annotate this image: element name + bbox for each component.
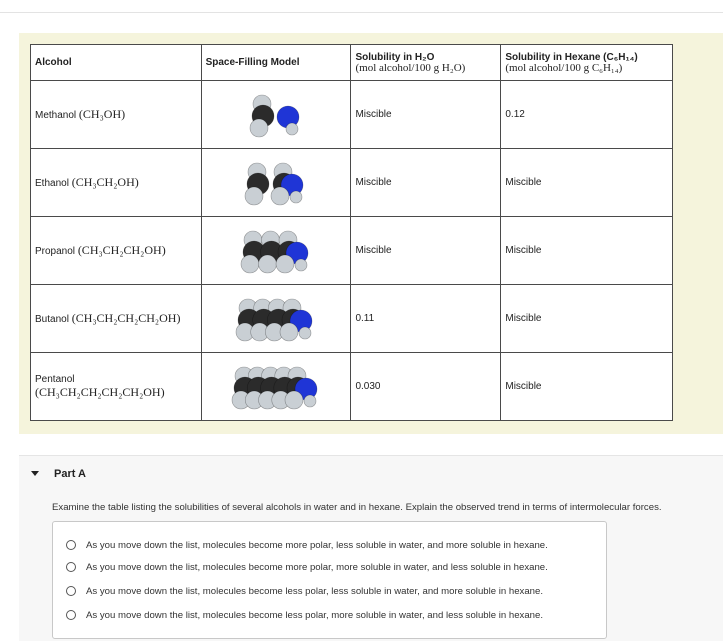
space-filling-model-icon xyxy=(242,155,310,211)
atom-sphere xyxy=(304,395,316,407)
alcohol-formula: (CH₃OH) xyxy=(78,107,126,121)
cell-model xyxy=(201,149,351,217)
alcohol-name: Pentanol xyxy=(35,373,75,385)
header-hexane-title: Solubility in Hexane (C₆H₁₄) xyxy=(505,51,638,63)
choice-4[interactable] xyxy=(66,607,543,623)
header-hexane xyxy=(501,45,673,81)
cell-water-solubility: Miscible xyxy=(351,149,501,217)
question-text: Examine the table listing the solubilities of several alcohols in water and in hexane. Explain the observed trend in terms of intermolecular forces. xyxy=(52,502,662,513)
table-row xyxy=(31,353,673,421)
atom-sphere xyxy=(285,391,303,409)
alcohol-name: Propanol xyxy=(35,246,76,257)
alcohol-formula: (CH₃CH₂CH₂CH₂CH₂OH) xyxy=(35,384,165,399)
cell-water-solubility: 0.11 xyxy=(351,285,501,353)
answer-choices xyxy=(52,521,607,639)
cell-alcohol xyxy=(31,149,202,217)
choice-label: As you move down the list, molecules become less polar, less soluble in water, and more soluble in hexane. xyxy=(86,585,544,597)
cell-alcohol xyxy=(31,353,202,421)
solubility-table xyxy=(30,44,673,421)
collapse-caret-icon[interactable] xyxy=(31,471,39,476)
radio-button[interactable] xyxy=(66,610,76,620)
atom-sphere xyxy=(276,255,294,273)
space-filling-model-icon xyxy=(233,291,319,347)
table-panel xyxy=(19,33,723,434)
cell-hexane-solubility: Miscible xyxy=(501,217,673,285)
cell-alcohol xyxy=(31,217,202,285)
cell-hexane-solubility: Miscible xyxy=(501,353,673,421)
choice-label: As you move down the list, molecules become more polar, more soluble in water, and less soluble in hexane. xyxy=(86,561,548,573)
cell-model xyxy=(201,81,351,149)
cell-alcohol xyxy=(31,81,202,149)
table-row xyxy=(31,81,673,149)
cell-model xyxy=(201,353,351,421)
alcohol-formula: (CH₃CH₂CH₂CH₂OH) xyxy=(71,311,181,325)
atom-sphere xyxy=(290,191,302,203)
table-row xyxy=(31,217,673,285)
choice-2[interactable] xyxy=(66,559,548,575)
cell-water-solubility: Miscible xyxy=(351,217,501,285)
space-filling-model-icon xyxy=(229,359,324,415)
atom-sphere xyxy=(241,255,259,273)
cell-water-solubility: Miscible xyxy=(351,81,501,149)
space-filling-model-icon xyxy=(238,223,315,279)
radio-button[interactable] xyxy=(66,562,76,572)
atom-sphere xyxy=(250,119,268,137)
header-alcohol: Alcohol xyxy=(31,45,202,81)
part-title: Part A xyxy=(54,468,86,480)
atom-sphere xyxy=(295,259,307,271)
choice-3[interactable] xyxy=(66,583,543,599)
alcohol-name: Butanol xyxy=(35,314,69,325)
atom-sphere xyxy=(271,187,289,205)
cell-alcohol xyxy=(31,285,202,353)
header-model: Space-Filling Model xyxy=(201,45,351,81)
alcohol-formula: (CH₃CH₂CH₂OH) xyxy=(77,243,166,257)
table-header-row xyxy=(31,45,673,81)
table-row xyxy=(31,285,673,353)
atom-sphere xyxy=(286,123,298,135)
header-hexane-unit: (mol alcohol/100 g C₆H₁₄) xyxy=(505,61,623,74)
header-water-unit: (mol alcohol/100 g H₂O) xyxy=(355,61,466,74)
cell-hexane-solubility: Miscible xyxy=(501,285,673,353)
cell-model xyxy=(201,285,351,353)
alcohol-name: Ethanol xyxy=(35,178,69,189)
atom-sphere xyxy=(299,327,311,339)
header-water-title: Solubility in H₂O xyxy=(355,51,435,63)
choice-label: As you move down the list, molecules become more polar, less soluble in water, and more soluble in hexane. xyxy=(86,539,548,551)
cell-hexane-solubility: 0.12 xyxy=(501,81,673,149)
cell-hexane-solubility: Miscible xyxy=(501,149,673,217)
atom-sphere xyxy=(245,187,263,205)
atom-sphere xyxy=(280,323,298,341)
header-water xyxy=(351,45,501,81)
table-row xyxy=(31,149,673,217)
alcohol-formula: (CH₃CH₂OH) xyxy=(71,175,139,189)
choice-label: As you move down the list, molecules become less polar, more soluble in water, and less soluble in hexane. xyxy=(86,609,544,621)
space-filling-model-icon xyxy=(247,87,306,143)
atom-sphere xyxy=(258,255,276,273)
choice-1[interactable] xyxy=(66,537,548,553)
alcohol-name: Methanol xyxy=(35,110,77,121)
radio-button[interactable] xyxy=(66,586,76,596)
top-divider xyxy=(0,12,723,13)
radio-button[interactable] xyxy=(66,540,76,550)
cell-water-solubility: 0.030 xyxy=(351,353,501,421)
cell-model xyxy=(201,217,351,285)
